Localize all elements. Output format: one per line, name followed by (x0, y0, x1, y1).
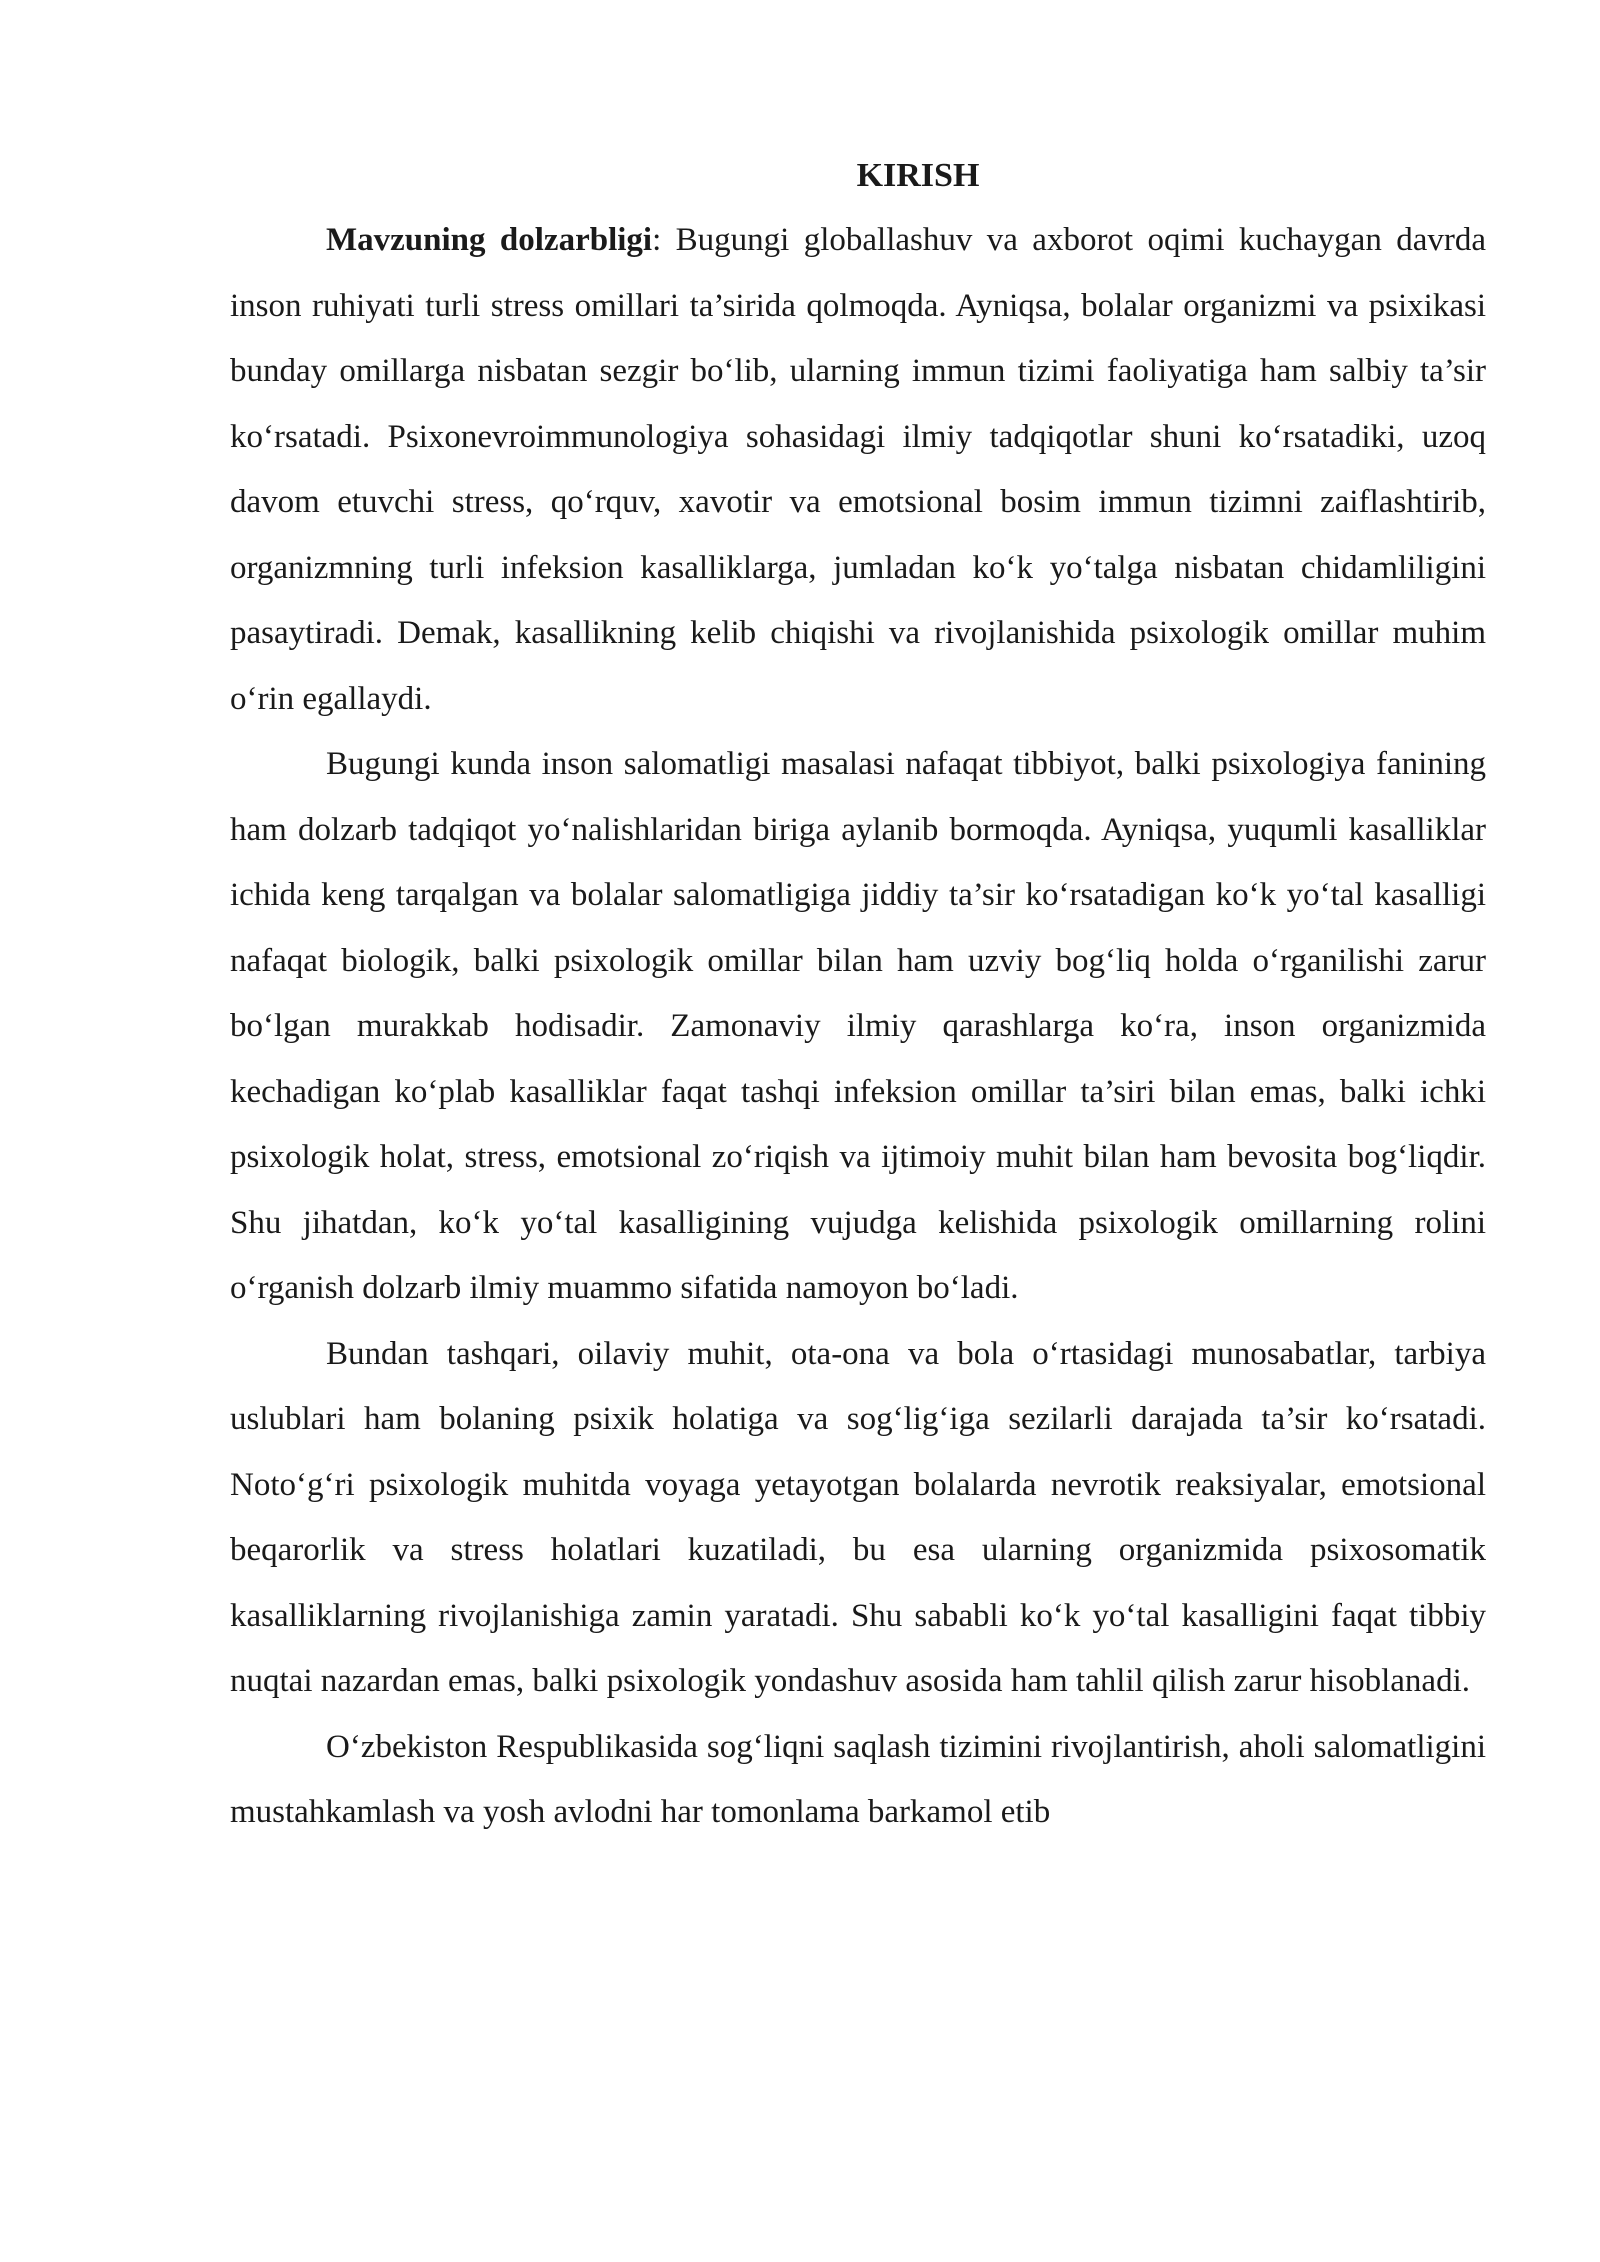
paragraph-text: Bugungi kunda inson salomatligi masalasi nafaqat tibbiyot, balki psixologiya fanining ham dolzarb tadqiqot yo‘nalishlaridan biriga aylanib bormoqda. Ayniqsa, yuqumli kasalliklar ichida keng tarqalgan va bolalar salomatligiga jiddiy ta’sir ko‘rsatadigan ko‘k yo‘tal kasalligi nafaqat biologik, balki psixologik omillar bilan ham uzviy bog‘liq holda o‘rganilishi zarur bo‘lgan murakkab hodisadir. Zamonaviy ilmiy qarashlarga ko‘ra, inson organizmida kechadigan ko‘plab kasalliklar faqat tashqi infeksion omillar ta’siri bilan emas, balki ichki psixologik holat, stress, emotsional zo‘riqish va ijtimoiy muhit bilan ham bevosita bog‘liqdir. Shu jihatdan, ko‘k yo‘tal kasalligining vujudga kelishida psixologik omillarning rolini o‘rganish dolzarb ilmiy muammo sifatida namoyon bo‘ladi. (230, 746, 1486, 1306)
paragraph (230, 732, 1486, 1322)
page-content (230, 150, 1486, 1846)
paragraph-text: O‘zbekiston Respublikasida sog‘liqni saqlash tizimini rivojlantirish, aholi salomatligini mustahkamlash va yosh avlodni har tomonlama barkamol etib (230, 1728, 1486, 1830)
section-heading: KIRISH (856, 157, 980, 194)
relevance-lead: Mavzuning dolzarbligi (326, 222, 653, 258)
paragraph (230, 1715, 1486, 1846)
paragraph-relevance (230, 208, 1486, 732)
paragraph-text: : Bugungi globallashuv va axborot oqimi kuchaygan davrda inson ruhiyati turli stress omillari ta’sirida qolmoqda. Ayniqsa, bolalar organizmi va psixikasi bunday omillarga nisbatan sezgir bo‘lib, ularning immun tizimi faoliyatiga ham salbiy ta’sir ko‘rsatadi. Psixonevroimmunologiya sohasidagi ilmiy tadqiqotlar shuni ko‘rsatadiki, uzoq davom etuvchi stress, qo‘rquv, xavotir va emotsional bosim immun tizimni zaiflashtirib, organizmning turli infeksion kasalliklarga, jumladan ko‘k yo‘talga nisbatan chidamliligini pasaytiradi. Demak, kasallikning kelib chiqishi va rivojlanishida psixologik omillar muhim o‘rin egallaydi. (230, 222, 1486, 717)
paragraph-text: Bundan tashqari, oilaviy muhit, ota-ona va bola o‘rtasidagi munosabatlar, tarbiya uslublari ham bolaning psixik holatiga va sog‘lig‘iga sezilarli darajada ta’sir ko‘rsatadi. Noto‘g‘ri psixologik muhitda voyaga yetayotgan bolalarda nevrotik reaksiyalar, emotsional beqarorlik va stress holatlari kuzatiladi, bu esa ularning organizmida psixosomatik kasalliklarning rivojlanishiga zamin yaratadi. Shu sababli ko‘k yo‘tal kasalligini faqat tibbiy nuqtai nazardan emas, balki psixologik yondashuv asosida ham tahlil qilish zarur hisoblanadi. (230, 1335, 1486, 1699)
paragraph (230, 1322, 1486, 1715)
